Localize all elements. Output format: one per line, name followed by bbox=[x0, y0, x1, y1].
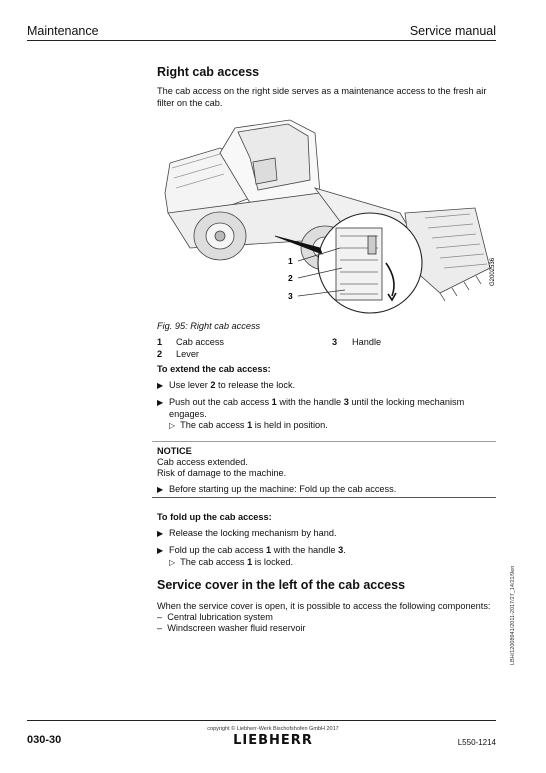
extend-result: ▷ The cab access 1 is held in position. bbox=[169, 420, 328, 430]
fold-result: ▷ The cab access 1 is locked. bbox=[169, 557, 294, 567]
notice-step: ▶ Before starting up the machine: Fold up the cab access. bbox=[157, 484, 397, 494]
section-intro: The cab access on the right side serves as a maintenance access to the fresh air filter on the cab. bbox=[157, 86, 487, 108]
step-arrow-icon: ▶ bbox=[157, 381, 164, 390]
footer-divider bbox=[27, 720, 496, 721]
list-item: – Windscreen washer fluid reservoir bbox=[157, 623, 306, 633]
section2-intro: When the service cover is open, it is possible to access the following components: bbox=[157, 601, 491, 611]
legend-row bbox=[157, 349, 457, 361]
extend-heading: To extend the cab access: bbox=[157, 364, 271, 374]
legend-number: 2 bbox=[157, 348, 163, 359]
result-triangle-icon: ▷ bbox=[169, 558, 176, 567]
section-title-service-cover: Service cover in the left of the cab access bbox=[157, 578, 406, 592]
header-section-title: Maintenance bbox=[27, 24, 99, 38]
header-manual-title: Service manual bbox=[409, 24, 496, 38]
step-arrow-icon: ▶ bbox=[157, 546, 164, 555]
figure-caption: Fig. 95: Right cab access bbox=[157, 321, 261, 331]
figure-wheel-loader bbox=[150, 118, 500, 318]
model-number: L550-1214 bbox=[457, 738, 496, 747]
legend-number: 1 bbox=[157, 337, 163, 347]
notice-line-1: Cab access extended. bbox=[157, 457, 248, 467]
callout-3: 3 bbox=[288, 291, 293, 301]
legend-number: 3 bbox=[332, 337, 338, 347]
notice-bottom-rule bbox=[152, 497, 496, 498]
figure-legend bbox=[157, 337, 457, 360]
legend-label: Handle bbox=[352, 337, 382, 347]
legend-label: Cab access bbox=[176, 337, 225, 347]
section-title-right-cab-access: Right cab access bbox=[157, 65, 260, 79]
list-item: – Central lubrication system bbox=[157, 612, 273, 622]
step-arrow-icon: ▶ bbox=[157, 529, 164, 538]
header-divider bbox=[27, 40, 496, 41]
legend-row bbox=[157, 337, 457, 349]
notice-top-rule bbox=[152, 441, 496, 442]
fold-step-2: ▶ Fold up the cab access 1 with the handle 3. bbox=[157, 545, 346, 555]
step-arrow-icon: ▶ bbox=[157, 398, 164, 407]
extend-step-1: ▶ Use lever 2 to release the lock. bbox=[157, 380, 296, 390]
legend-label: Lever bbox=[176, 348, 199, 359]
fold-step-1: ▶ Release the locking mechanism by hand. bbox=[157, 528, 337, 538]
result-triangle-icon: ▷ bbox=[169, 421, 176, 430]
document-code: LBH/12008941/2011-2017/27_14/21/9en bbox=[510, 565, 516, 665]
notice-title: NOTICE bbox=[157, 446, 192, 456]
extend-step-2: ▶ Push out the cab access 1 with the handle 3 until the locking mechanism engages. bbox=[157, 397, 465, 419]
notice-line-2: Risk of damage to the machine. bbox=[157, 468, 287, 478]
page-number: 030-30 bbox=[27, 734, 62, 746]
callout-1: 1 bbox=[288, 256, 293, 266]
figure-code: G2002536 bbox=[490, 257, 496, 286]
fold-heading: To fold up the cab access: bbox=[157, 512, 272, 522]
wheel-loader-illustration bbox=[150, 118, 500, 318]
footer-copyright: copyright © Liebherr-Werk Bischofshofen GmbH 2017 bbox=[207, 726, 339, 732]
brand-logo: LIEBHERR bbox=[233, 733, 313, 748]
callout-2: 2 bbox=[288, 273, 293, 283]
step-arrow-icon: ▶ bbox=[157, 485, 164, 494]
